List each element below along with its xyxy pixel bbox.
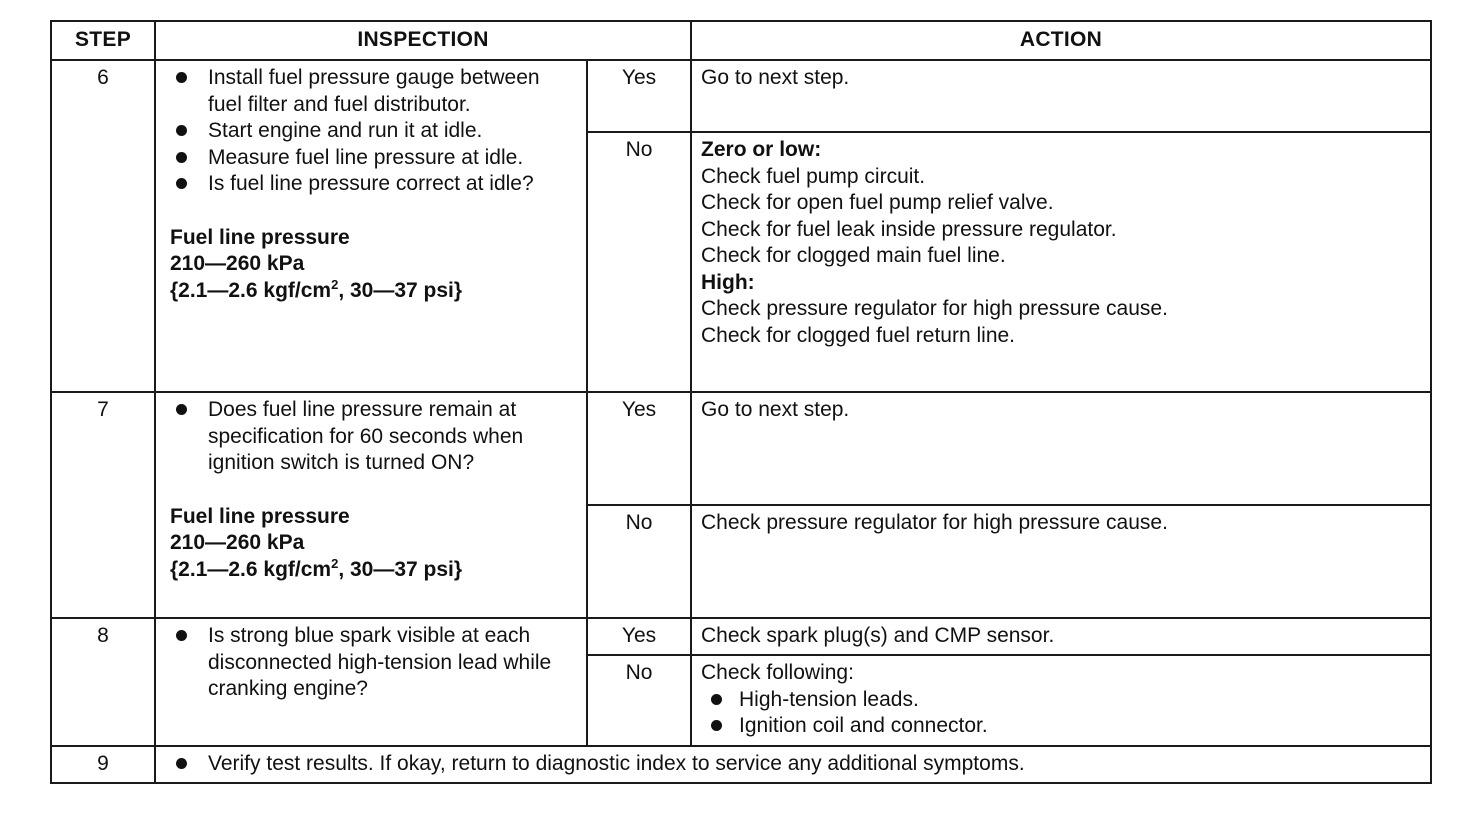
header-step: STEP xyxy=(51,21,155,60)
bullet-icon xyxy=(176,125,187,136)
no-label: No xyxy=(587,505,691,618)
diagnostic-table xyxy=(50,20,1432,784)
no-label: No xyxy=(587,655,691,746)
bullet-icon xyxy=(176,758,187,769)
bullet-icon xyxy=(176,630,187,641)
no-label: No xyxy=(587,132,691,392)
header-inspection: INSPECTION xyxy=(155,21,691,60)
no-action: Check pressure regulator for high pressure cause. xyxy=(691,505,1431,618)
zero-low-heading: Zero or low: xyxy=(701,138,822,161)
action-line: Check fuel pump circuit. xyxy=(701,164,926,188)
inspection-bullet: Install fuel pressure gauge between fuel filter and fuel distributor. xyxy=(170,65,578,118)
step-8-yes-row xyxy=(51,618,1431,655)
action-line: Check for clogged main fuel line. xyxy=(701,244,1006,267)
step-7-inspection xyxy=(155,392,587,618)
action-bullets xyxy=(701,687,1422,740)
header-row xyxy=(51,21,1431,60)
inspection-bullet: Is strong blue spark visible at each disconnected high-tension lead while cranking engine? xyxy=(170,623,578,703)
bullet-icon xyxy=(711,694,722,705)
high-heading: High: xyxy=(701,270,755,294)
yes-label: Yes xyxy=(587,618,691,655)
step-7-yes-row xyxy=(51,392,1431,505)
action-line: Check for open fuel pump relief valve. xyxy=(701,191,1054,214)
bullet-icon xyxy=(176,178,187,189)
spec-title: Fuel line pressure xyxy=(170,504,350,528)
action-bullet: Ignition coil and connector. xyxy=(701,713,1422,740)
step-9-row xyxy=(51,746,1431,783)
spec-title: Fuel line pressure xyxy=(170,225,350,249)
no-action xyxy=(691,655,1431,746)
action-line: Check for fuel leak inside pressure regulator. xyxy=(701,217,1117,241)
inspection-bullets xyxy=(170,751,1422,778)
pressure-spec xyxy=(170,225,578,305)
step-9-inspection xyxy=(155,746,1431,783)
inspection-bullet: Start engine and run it at idle. xyxy=(170,118,578,145)
bullet-icon xyxy=(176,152,187,163)
step-6-yes-row xyxy=(51,60,1431,132)
header-action: ACTION xyxy=(691,21,1431,60)
inspection-bullets xyxy=(170,623,578,703)
pressure-spec xyxy=(170,504,578,584)
spec-value: 210—260 kPa xyxy=(170,531,305,554)
action-bullet: High-tension leads. xyxy=(701,687,1422,714)
step-6-inspection xyxy=(155,60,587,392)
action-line: Check pressure regulator for high pressure cause. xyxy=(701,297,1168,320)
inspection-bullet: Measure fuel line pressure at idle. xyxy=(170,145,578,172)
bullet-icon xyxy=(176,72,187,83)
step-number: 7 xyxy=(51,392,155,618)
spec-alt: {2.1—2.6 kgf/$cm^2$, 30—37 psi} xyxy=(170,276,463,302)
spec-alt: {2.1—2.6 kgf/$cm^2$, 30—37 psi} xyxy=(170,555,463,581)
step-8-inspection xyxy=(155,618,587,746)
yes-action: Go to next step. xyxy=(691,392,1431,505)
step-number: 9 xyxy=(51,746,155,783)
yes-action: Go to next step. xyxy=(691,60,1431,132)
no-action xyxy=(691,132,1431,392)
action-intro: Check following: xyxy=(701,661,854,684)
yes-label: Yes xyxy=(587,60,691,132)
inspection-bullet: Is fuel line pressure correct at idle? xyxy=(170,171,578,198)
inspection-bullets xyxy=(170,397,578,477)
step-number: 8 xyxy=(51,618,155,746)
action-line: Check for clogged fuel return line. xyxy=(701,323,1016,347)
step-number: 6 xyxy=(51,60,155,392)
yes-action: Check spark plug(s) and CMP sensor. xyxy=(691,618,1431,655)
inspection-bullets xyxy=(170,65,578,198)
bullet-icon xyxy=(176,404,187,415)
bullet-icon xyxy=(711,720,722,731)
inspection-bullet: Verify test results. If okay, return to diagnostic index to service any additional symptoms. xyxy=(170,751,1422,778)
spec-value: 210—260 kPa xyxy=(170,252,305,275)
yes-label: Yes xyxy=(587,392,691,505)
inspection-bullet: Does fuel line pressure remain at specification for 60 seconds when ignition switch is turned ON? xyxy=(170,397,578,477)
